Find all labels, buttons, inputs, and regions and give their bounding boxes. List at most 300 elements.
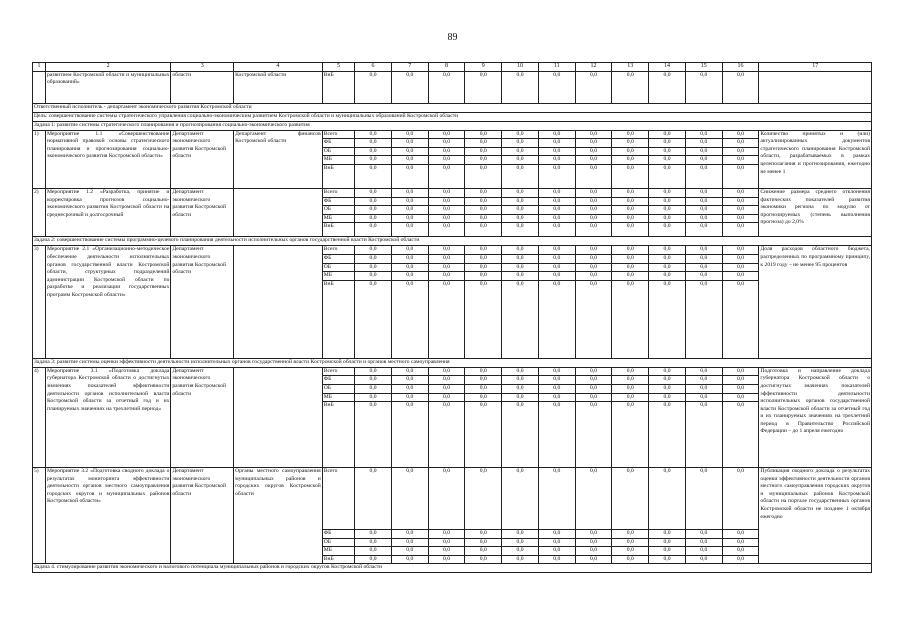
row-number-cell: 3) — [33, 246, 46, 358]
executor-cell: Департамент экономического развития Костромской области — [171, 130, 234, 188]
value-cell: 0,0 — [391, 468, 428, 530]
value-cell: 0,0 — [502, 254, 539, 263]
value-cell: 0,0 — [575, 147, 612, 156]
value-cell: 0,0 — [649, 263, 686, 272]
value-cell: 0,0 — [502, 402, 539, 468]
value-cell: 0,0 — [391, 254, 428, 263]
value-cell: 0,0 — [722, 188, 759, 197]
value-cell: 0,0 — [502, 71, 539, 103]
header-cell: 5 — [322, 63, 354, 72]
value-cell: 0,0 — [428, 547, 465, 556]
value-cell: 0,0 — [465, 547, 502, 556]
value-cell: 0,0 — [465, 263, 502, 272]
value-cell: 0,0 — [465, 147, 502, 156]
value-cell: 0,0 — [649, 547, 686, 556]
value-cell: 0,0 — [355, 246, 392, 255]
coexecutor-cell: Органы местного самоуправления муниципальных районов и городских округов Костромской области — [234, 468, 323, 564]
value-cell: 0,0 — [575, 272, 612, 281]
value-cell: 0,0 — [355, 402, 392, 468]
value-cell: 0,0 — [502, 214, 539, 223]
value-cell: 0,0 — [575, 393, 612, 402]
value-cell: 0,0 — [612, 367, 649, 376]
value-cell: 0,0 — [428, 254, 465, 263]
value-cell: 0,0 — [612, 376, 649, 385]
value-cell: 0,0 — [685, 555, 722, 564]
header-cell: 6 — [355, 63, 392, 72]
value-cell: 0,0 — [612, 71, 649, 103]
value-cell: 0,0 — [649, 254, 686, 263]
value-cell: 0,0 — [722, 197, 759, 206]
value-cell: 0,0 — [538, 376, 575, 385]
value-cell: 0,0 — [465, 272, 502, 281]
value-cell: 0,0 — [649, 393, 686, 402]
value-cell: 0,0 — [355, 263, 392, 272]
source-cell: Всего — [322, 468, 354, 530]
value-cell: 0,0 — [391, 214, 428, 223]
value-cell: 0,0 — [391, 384, 428, 393]
value-cell: 0,0 — [685, 206, 722, 215]
page-number: 89 — [447, 32, 458, 43]
value-cell: 0,0 — [612, 272, 649, 281]
value-cell: 0,0 — [685, 272, 722, 281]
value-cell: 0,0 — [465, 188, 502, 197]
value-cell: 0,0 — [465, 367, 502, 376]
value-cell: 0,0 — [502, 393, 539, 402]
value-cell: 0,0 — [538, 538, 575, 547]
value-cell: 0,0 — [685, 188, 722, 197]
value-cell: 0,0 — [575, 246, 612, 255]
value-cell: 0,0 — [391, 547, 428, 556]
value-cell: 0,0 — [685, 139, 722, 148]
value-cell: 0,0 — [355, 139, 392, 148]
header-cell: 13 — [612, 63, 649, 72]
value-cell: 0,0 — [428, 468, 465, 530]
value-cell: 0,0 — [612, 188, 649, 197]
value-cell: 0,0 — [538, 71, 575, 103]
value-cell: 0,0 — [391, 223, 428, 237]
value-cell: 0,0 — [575, 384, 612, 393]
value-cell: 0,0 — [612, 538, 649, 547]
task1-row-text: Задача 1: развитие системы стратегического планирования и прогнозирования социально-экономического развития — [33, 121, 872, 130]
value-cell: 0,0 — [428, 384, 465, 393]
value-cell: 0,0 — [465, 468, 502, 530]
value-cell: 0,0 — [722, 164, 759, 188]
value-cell: 0,0 — [575, 214, 612, 223]
value-cell: 0,0 — [538, 214, 575, 223]
value-cell: 0,0 — [612, 197, 649, 206]
value-cell: 0,0 — [465, 197, 502, 206]
result-cell: Снижение размера среднего отклонения фактических показателей развития экономики региона по модулю от прогнозируемых (степень выполнения прогноза) до 2,0% — [759, 188, 872, 236]
header-cell: 4 — [234, 63, 323, 72]
source-cell: МБ — [322, 214, 354, 223]
value-cell: 0,0 — [612, 555, 649, 564]
value-cell: 0,0 — [575, 555, 612, 564]
source-cell: Всего — [322, 367, 354, 376]
value-cell: 0,0 — [722, 393, 759, 402]
value-cell: 0,0 — [355, 280, 392, 358]
value-cell: 0,0 — [649, 384, 686, 393]
result-cell: Доля расходов областного бюджета, распределенных по программному принципу, к 2019 году – не менее 95 процентов — [759, 246, 872, 358]
table-row — [33, 367, 872, 376]
value-cell: 0,0 — [428, 214, 465, 223]
value-cell: 0,0 — [575, 538, 612, 547]
value-cell: 0,0 — [575, 130, 612, 139]
value-cell: 0,0 — [465, 384, 502, 393]
value-cell: 0,0 — [649, 246, 686, 255]
goal-row-text: Цель: совершенствование системы стратегического управления социально-экономическим развитием Костромской области и муниципальных образований Костромской области — [33, 112, 872, 121]
task4-row — [33, 564, 872, 573]
value-cell: 0,0 — [428, 130, 465, 139]
value-cell: 0,0 — [538, 223, 575, 237]
measure-cell: Мероприятие 3.2 «Подготовка сводного доклада о результатах мониторинга эффективности деятельности органов местного самоуправления городских округов и муниципальных районов Костромской области» — [45, 468, 170, 564]
value-cell: 0,0 — [428, 197, 465, 206]
value-cell: 0,0 — [465, 223, 502, 237]
value-cell: 0,0 — [612, 156, 649, 165]
value-cell: 0,0 — [538, 272, 575, 281]
responsible-row — [33, 103, 872, 112]
value-cell: 0,0 — [722, 246, 759, 255]
value-cell: 0,0 — [538, 530, 575, 539]
value-cell: 0,0 — [538, 197, 575, 206]
source-cell: ФБ — [322, 139, 354, 148]
value-cell: 0,0 — [575, 547, 612, 556]
coexecutor-cell — [234, 367, 323, 467]
value-cell: 0,0 — [538, 164, 575, 188]
value-cell: 0,0 — [428, 376, 465, 385]
row-number-cell — [33, 71, 46, 103]
value-cell: 0,0 — [391, 246, 428, 255]
value-cell: 0,0 — [428, 393, 465, 402]
value-cell: 0,0 — [538, 367, 575, 376]
value-cell: 0,0 — [722, 214, 759, 223]
value-cell: 0,0 — [465, 555, 502, 564]
value-cell: 0,0 — [502, 206, 539, 215]
source-cell: ВнБ — [322, 223, 354, 237]
header-cell: 11 — [538, 63, 575, 72]
value-cell: 0,0 — [612, 254, 649, 263]
value-cell: 0,0 — [722, 223, 759, 237]
value-cell: 0,0 — [465, 393, 502, 402]
value-cell: 0,0 — [502, 197, 539, 206]
row-number-cell: 4) — [33, 367, 46, 467]
value-cell: 0,0 — [538, 263, 575, 272]
value-cell: 0,0 — [538, 206, 575, 215]
value-cell: 0,0 — [428, 555, 465, 564]
value-cell: 0,0 — [685, 130, 722, 139]
coexecutor-cell: Костромской области — [234, 71, 323, 103]
value-cell: 0,0 — [502, 376, 539, 385]
value-cell: 0,0 — [612, 530, 649, 539]
value-cell: 0,0 — [355, 214, 392, 223]
value-cell: 0,0 — [649, 139, 686, 148]
task2-row — [33, 237, 872, 246]
value-cell: 0,0 — [722, 147, 759, 156]
table-row — [33, 246, 872, 255]
value-cell: 0,0 — [355, 555, 392, 564]
value-cell: 0,0 — [649, 164, 686, 188]
header-row — [33, 63, 872, 72]
value-cell: 0,0 — [538, 555, 575, 564]
value-cell: 0,0 — [685, 263, 722, 272]
value-cell: 0,0 — [612, 280, 649, 358]
value-cell: 0,0 — [649, 130, 686, 139]
value-cell: 0,0 — [575, 139, 612, 148]
header-cell: 9 — [465, 63, 502, 72]
value-cell: 0,0 — [722, 156, 759, 165]
value-cell: 0,0 — [465, 139, 502, 148]
header-cell: 14 — [649, 63, 686, 72]
task4-row-text: Задача 4. стимулирование развития экономического и налогового потенциала муниципальных районов и городских округов Костромской области — [33, 564, 872, 573]
value-cell: 0,0 — [465, 530, 502, 539]
value-cell: 0,0 — [502, 139, 539, 148]
value-cell: 0,0 — [685, 223, 722, 237]
value-cell: 0,0 — [355, 164, 392, 188]
value-cell: 0,0 — [612, 214, 649, 223]
value-cell: 0,0 — [391, 188, 428, 197]
value-cell: 0,0 — [649, 147, 686, 156]
value-cell: 0,0 — [722, 376, 759, 385]
value-cell: 0,0 — [391, 530, 428, 539]
value-cell: 0,0 — [538, 246, 575, 255]
value-cell: 0,0 — [355, 197, 392, 206]
coexecutor-cell — [234, 188, 323, 236]
value-cell: 0,0 — [391, 393, 428, 402]
value-cell: 0,0 — [502, 538, 539, 547]
value-cell: 0,0 — [538, 139, 575, 148]
value-cell: 0,0 — [428, 188, 465, 197]
source-cell: ОБ — [322, 538, 354, 547]
result-cell: Количество принятых и (или) актуализированных документов стратегического планирования Костромской области, разрабатываемых в рамках целеполагания и прогнозирования, ежегодно не менее 1 — [759, 130, 872, 188]
source-cell: ВнБ — [322, 402, 354, 468]
header-cell: 1 — [33, 63, 46, 72]
value-cell: 0,0 — [502, 223, 539, 237]
value-cell: 0,0 — [502, 384, 539, 393]
value-cell: 0,0 — [685, 367, 722, 376]
value-cell: 0,0 — [355, 538, 392, 547]
source-cell: ОБ — [322, 206, 354, 215]
source-cell: ВнБ — [322, 71, 354, 103]
value-cell: 0,0 — [575, 254, 612, 263]
value-cell: 0,0 — [722, 139, 759, 148]
value-cell: 0,0 — [685, 547, 722, 556]
value-cell: 0,0 — [612, 130, 649, 139]
value-cell: 0,0 — [722, 547, 759, 556]
value-cell: 0,0 — [685, 164, 722, 188]
value-cell: 0,0 — [575, 206, 612, 215]
value-cell: 0,0 — [502, 246, 539, 255]
row-number-cell: 2) — [33, 188, 46, 236]
value-cell: 0,0 — [722, 280, 759, 358]
value-cell: 0,0 — [502, 530, 539, 539]
header-cell: 16 — [722, 63, 759, 72]
source-cell: ОБ — [322, 263, 354, 272]
header-cell: 3 — [171, 63, 234, 72]
value-cell: 0,0 — [502, 263, 539, 272]
value-cell: 0,0 — [355, 367, 392, 376]
value-cell: 0,0 — [612, 402, 649, 468]
value-cell: 0,0 — [538, 384, 575, 393]
task2-row-text: Задача 2: совершенствование системы программно-целевого планирования деятельности исполнительных органов государственной власти Костромской области — [33, 237, 872, 246]
value-cell: 0,0 — [538, 393, 575, 402]
table-row — [33, 188, 872, 197]
value-cell: 0,0 — [612, 393, 649, 402]
value-cell: 0,0 — [612, 147, 649, 156]
value-cell: 0,0 — [575, 530, 612, 539]
source-cell: ФБ — [322, 254, 354, 263]
value-cell: 0,0 — [538, 547, 575, 556]
value-cell: 0,0 — [612, 206, 649, 215]
header-cell: 15 — [685, 63, 722, 72]
value-cell: 0,0 — [391, 147, 428, 156]
source-cell: МБ — [322, 547, 354, 556]
source-cell: ОБ — [322, 384, 354, 393]
value-cell: 0,0 — [649, 468, 686, 530]
value-cell: 0,0 — [355, 384, 392, 393]
coexecutor-cell — [234, 246, 323, 358]
header-cell: 17 — [759, 63, 872, 72]
value-cell: 0,0 — [685, 147, 722, 156]
value-cell: 0,0 — [649, 376, 686, 385]
task3-row-text: Задача 3: развитие системы оценки эффективности деятельности исполнительных органов государственной власти Костромской области и органов местного самоуправления — [33, 358, 872, 367]
value-cell: 0,0 — [685, 197, 722, 206]
value-cell: 0,0 — [538, 156, 575, 165]
value-cell: 0,0 — [685, 254, 722, 263]
value-cell: 0,0 — [612, 164, 649, 188]
value-cell: 0,0 — [355, 130, 392, 139]
value-cell: 0,0 — [502, 555, 539, 564]
value-cell: 0,0 — [722, 254, 759, 263]
value-cell: 0,0 — [465, 156, 502, 165]
value-cell: 0,0 — [465, 130, 502, 139]
value-cell: 0,0 — [612, 547, 649, 556]
value-cell: 0,0 — [391, 139, 428, 148]
value-cell: 0,0 — [355, 223, 392, 237]
value-cell: 0,0 — [685, 402, 722, 468]
value-cell: 0,0 — [612, 246, 649, 255]
value-cell: 0,0 — [649, 197, 686, 206]
value-cell: 0,0 — [391, 555, 428, 564]
value-cell: 0,0 — [649, 156, 686, 165]
value-cell: 0,0 — [685, 214, 722, 223]
value-cell: 0,0 — [538, 147, 575, 156]
result-cell: Публикация сводного доклада о результатах оценки эффективности деятельности органов местного самоуправления городских округов и муниципальных районов Костромской области на портале государственных органов Костромской области не позднее 1 октября ежегодно — [759, 468, 872, 564]
value-cell: 0,0 — [685, 376, 722, 385]
value-cell: 0,0 — [355, 468, 392, 530]
header-cell: 2 — [45, 63, 170, 72]
value-cell: 0,0 — [502, 280, 539, 358]
responsible-row-text: Ответственный исполнитель - департамент экономического развития Костромской области — [33, 103, 872, 112]
executor-cell: Департамент экономического развития Костромской области — [171, 468, 234, 564]
value-cell: 0,0 — [355, 254, 392, 263]
value-cell: 0,0 — [722, 555, 759, 564]
value-cell: 0,0 — [502, 156, 539, 165]
value-cell: 0,0 — [685, 280, 722, 358]
value-cell: 0,0 — [502, 272, 539, 281]
header-cell: 12 — [575, 63, 612, 72]
goal-row — [33, 112, 872, 121]
row-number-cell: 5) — [33, 468, 46, 564]
value-cell: 0,0 — [355, 71, 392, 103]
value-cell: 0,0 — [355, 376, 392, 385]
value-cell: 0,0 — [465, 280, 502, 358]
value-cell: 0,0 — [502, 164, 539, 188]
value-cell: 0,0 — [465, 164, 502, 188]
continuation-row — [33, 71, 872, 103]
value-cell: 0,0 — [649, 214, 686, 223]
value-cell: 0,0 — [355, 156, 392, 165]
value-cell: 0,0 — [722, 538, 759, 547]
value-cell: 0,0 — [538, 468, 575, 530]
measure-cell: Мероприятие 3.1 «Подготовка доклада губернатора Костромской области о достигнутых значениях показателей эффективности деятельности органов исполнительной власти Костромской области за отчетный год и их планируемых значениях на трехлетний период» — [45, 367, 170, 467]
header-cell: 10 — [502, 63, 539, 72]
value-cell: 0,0 — [428, 402, 465, 468]
value-cell: 0,0 — [722, 367, 759, 376]
value-cell: 0,0 — [649, 530, 686, 539]
value-cell: 0,0 — [575, 376, 612, 385]
value-cell: 0,0 — [538, 130, 575, 139]
value-cell: 0,0 — [685, 71, 722, 103]
value-cell: 0,0 — [649, 223, 686, 237]
value-cell: 0,0 — [391, 164, 428, 188]
value-cell: 0,0 — [428, 164, 465, 188]
value-cell: 0,0 — [722, 468, 759, 530]
value-cell: 0,0 — [428, 530, 465, 539]
value-cell: 0,0 — [428, 280, 465, 358]
value-cell: 0,0 — [391, 156, 428, 165]
value-cell: 0,0 — [355, 206, 392, 215]
value-cell: 0,0 — [649, 272, 686, 281]
source-cell: МБ — [322, 272, 354, 281]
table-row — [33, 130, 872, 139]
source-cell: МБ — [322, 156, 354, 165]
value-cell: 0,0 — [428, 246, 465, 255]
value-cell: 0,0 — [649, 206, 686, 215]
value-cell: 0,0 — [502, 147, 539, 156]
value-cell: 0,0 — [722, 71, 759, 103]
value-cell: 0,0 — [428, 263, 465, 272]
value-cell: 0,0 — [355, 147, 392, 156]
source-cell: ФБ — [322, 530, 354, 539]
header-cell: 7 — [391, 63, 428, 72]
value-cell: 0,0 — [685, 384, 722, 393]
value-cell: 0,0 — [722, 384, 759, 393]
value-cell: 0,0 — [355, 547, 392, 556]
program-table — [32, 62, 872, 573]
executor-cell: Департамент экономического развития Костромской области — [171, 246, 234, 358]
value-cell: 0,0 — [685, 468, 722, 530]
value-cell: 0,0 — [575, 71, 612, 103]
value-cell: 0,0 — [391, 71, 428, 103]
value-cell: 0,0 — [391, 538, 428, 547]
value-cell: 0,0 — [428, 223, 465, 237]
value-cell: 0,0 — [612, 384, 649, 393]
value-cell: 0,0 — [428, 538, 465, 547]
source-cell: Всего — [322, 246, 354, 255]
measure-cell: развитием Костромской области и муниципальных образований» — [45, 71, 170, 103]
value-cell: 0,0 — [538, 254, 575, 263]
value-cell: 0,0 — [355, 272, 392, 281]
value-cell: 0,0 — [428, 71, 465, 103]
value-cell: 0,0 — [649, 555, 686, 564]
value-cell: 0,0 — [465, 246, 502, 255]
source-cell: ФБ — [322, 376, 354, 385]
value-cell: 0,0 — [428, 206, 465, 215]
value-cell: 0,0 — [722, 272, 759, 281]
value-cell: 0,0 — [685, 246, 722, 255]
value-cell: 0,0 — [685, 538, 722, 547]
value-cell: 0,0 — [465, 254, 502, 263]
value-cell: 0,0 — [649, 188, 686, 197]
